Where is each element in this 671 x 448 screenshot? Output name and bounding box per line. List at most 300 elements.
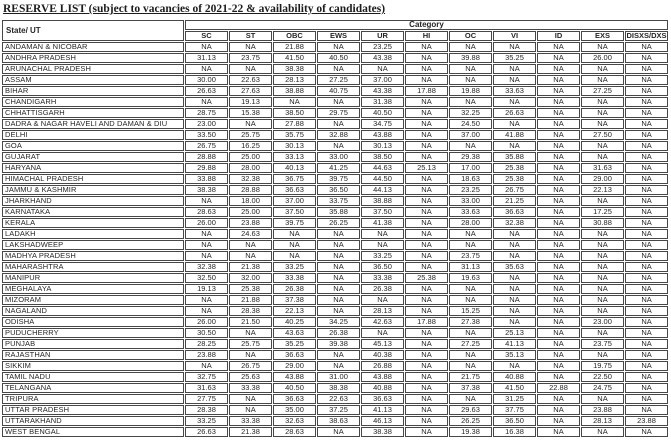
value-cell-vi: 31.25 bbox=[493, 394, 536, 404]
value-cell-ews: 39.75 bbox=[317, 174, 360, 184]
value-cell-ews: 38.63 bbox=[317, 416, 360, 426]
value-cell-disxs-dxs: NA bbox=[625, 328, 668, 338]
value-cell-oc: 18.63 bbox=[449, 174, 492, 184]
value-cell-ews: NA bbox=[317, 251, 360, 261]
value-cell-st: 23.75 bbox=[229, 53, 272, 63]
state-name: WEST BENGAL bbox=[2, 427, 184, 437]
state-name: HIMACHAL PRADESH bbox=[2, 174, 184, 184]
value-cell-exs: NA bbox=[581, 306, 624, 316]
value-cell-sc: 30.50 bbox=[185, 328, 228, 338]
value-cell-hi: 25.38 bbox=[405, 273, 448, 283]
value-cell-obc: 27.88 bbox=[273, 119, 316, 129]
value-cell-disxs-dxs: NA bbox=[625, 262, 668, 272]
value-cell-hi: NA bbox=[405, 240, 448, 250]
state-name: HARYANA bbox=[2, 163, 184, 173]
value-cell-disxs-dxs: NA bbox=[625, 97, 668, 107]
value-cell-id: NA bbox=[537, 152, 580, 162]
value-cell-vi: NA bbox=[493, 229, 536, 239]
value-cell-obc: 37.50 bbox=[273, 207, 316, 217]
value-cell-oc: 19.38 bbox=[449, 427, 492, 437]
value-cell-oc: 28.00 bbox=[449, 218, 492, 228]
value-cell-st: 26.75 bbox=[229, 361, 272, 371]
value-cell-ur: 37.50 bbox=[361, 207, 404, 217]
value-cell-disxs-dxs: NA bbox=[625, 174, 668, 184]
column-header-id: ID bbox=[537, 31, 580, 41]
value-cell-oc: 27.38 bbox=[449, 317, 492, 327]
value-cell-hi: NA bbox=[405, 427, 448, 437]
state-name: UTTAR PRADESH bbox=[2, 405, 184, 415]
value-cell-ur: 38.50 bbox=[361, 152, 404, 162]
table-row bbox=[2, 361, 668, 371]
reserve-list-table bbox=[1, 19, 669, 438]
value-cell-exs: NA bbox=[581, 240, 624, 250]
value-cell-hi: NA bbox=[405, 262, 448, 272]
value-cell-ur: 40.88 bbox=[361, 383, 404, 393]
value-cell-obc: 36.63 bbox=[273, 394, 316, 404]
state-name: PUDUCHERRY bbox=[2, 328, 184, 338]
value-cell-id: NA bbox=[537, 174, 580, 184]
value-cell-exs: NA bbox=[581, 350, 624, 360]
table-row bbox=[2, 273, 668, 283]
value-cell-disxs-dxs: NA bbox=[625, 427, 668, 437]
value-cell-hi: NA bbox=[405, 119, 448, 129]
value-cell-id: NA bbox=[537, 86, 580, 96]
value-cell-sc: NA bbox=[185, 361, 228, 371]
value-cell-ews: 29.75 bbox=[317, 108, 360, 118]
value-cell-vi: NA bbox=[493, 317, 536, 327]
value-cell-obc: 33.38 bbox=[273, 273, 316, 283]
value-cell-disxs-dxs: NA bbox=[625, 207, 668, 217]
value-cell-oc: NA bbox=[449, 42, 492, 52]
value-cell-id: NA bbox=[537, 75, 580, 85]
value-cell-ews: NA bbox=[317, 229, 360, 239]
value-cell-obc: 22.13 bbox=[273, 306, 316, 316]
value-cell-disxs-dxs: NA bbox=[625, 350, 668, 360]
value-cell-oc: 27.25 bbox=[449, 339, 492, 349]
value-cell-hi: NA bbox=[405, 218, 448, 228]
value-cell-st: 33.38 bbox=[229, 383, 272, 393]
state-name: TELANGANA bbox=[2, 383, 184, 393]
value-cell-exs: NA bbox=[581, 42, 624, 52]
value-cell-st: 25.75 bbox=[229, 130, 272, 140]
table-row bbox=[2, 108, 668, 118]
value-cell-hi: NA bbox=[405, 53, 448, 63]
table-row bbox=[2, 163, 668, 173]
state-ut-header: State/ UT bbox=[2, 20, 184, 41]
value-cell-ur: 40.50 bbox=[361, 108, 404, 118]
column-header-st: ST bbox=[229, 31, 272, 41]
table-row bbox=[2, 53, 668, 63]
value-cell-exs: 28.13 bbox=[581, 416, 624, 426]
table-row bbox=[2, 218, 668, 228]
value-cell-disxs-dxs: NA bbox=[625, 185, 668, 195]
table-row bbox=[2, 75, 668, 85]
value-cell-obc: 43.63 bbox=[273, 328, 316, 338]
value-cell-ur: 26.38 bbox=[361, 284, 404, 294]
value-cell-vi: NA bbox=[493, 273, 536, 283]
value-cell-obc: 36.75 bbox=[273, 174, 316, 184]
value-cell-obc: 43.88 bbox=[273, 372, 316, 382]
value-cell-sc: 26.00 bbox=[185, 218, 228, 228]
value-cell-vi: NA bbox=[493, 240, 536, 250]
state-name: RAJASTHAN bbox=[2, 350, 184, 360]
value-cell-oc: 39.88 bbox=[449, 53, 492, 63]
value-cell-oc: NA bbox=[449, 361, 492, 371]
value-cell-vi: NA bbox=[493, 119, 536, 129]
value-cell-st: NA bbox=[229, 394, 272, 404]
table-row bbox=[2, 130, 668, 140]
value-cell-obc: NA bbox=[273, 229, 316, 239]
value-cell-vi: NA bbox=[493, 64, 536, 74]
state-name: SIKKIM bbox=[2, 361, 184, 371]
value-cell-obc: 38.50 bbox=[273, 108, 316, 118]
table-row bbox=[2, 372, 668, 382]
value-cell-oc: 17.00 bbox=[449, 163, 492, 173]
value-cell-ur: 38.38 bbox=[361, 427, 404, 437]
value-cell-id: NA bbox=[537, 119, 580, 129]
value-cell-ews: NA bbox=[317, 306, 360, 316]
value-cell-exs: 30.88 bbox=[581, 218, 624, 228]
value-cell-exs: NA bbox=[581, 328, 624, 338]
value-cell-id: NA bbox=[537, 185, 580, 195]
value-cell-hi: NA bbox=[405, 295, 448, 305]
value-cell-id: NA bbox=[537, 42, 580, 52]
table-row bbox=[2, 262, 668, 272]
table-row bbox=[2, 350, 668, 360]
value-cell-ews: 39.38 bbox=[317, 339, 360, 349]
value-cell-ews: 26.25 bbox=[317, 218, 360, 228]
value-cell-st: NA bbox=[229, 119, 272, 129]
value-cell-vi: 25.13 bbox=[493, 328, 536, 338]
table-row bbox=[2, 152, 668, 162]
value-cell-st: 21.38 bbox=[229, 262, 272, 272]
value-cell-st: 16.25 bbox=[229, 141, 272, 151]
value-cell-disxs-dxs: NA bbox=[625, 141, 668, 151]
value-cell-ews: 34.25 bbox=[317, 317, 360, 327]
table-row bbox=[2, 328, 668, 338]
value-cell-ews: 40.50 bbox=[317, 53, 360, 63]
value-cell-exs: NA bbox=[581, 97, 624, 107]
value-cell-id: NA bbox=[537, 64, 580, 74]
value-cell-ews: 27.25 bbox=[317, 75, 360, 85]
value-cell-disxs-dxs: NA bbox=[625, 284, 668, 294]
value-cell-hi: NA bbox=[405, 350, 448, 360]
value-cell-id: NA bbox=[537, 306, 580, 316]
value-cell-disxs-dxs: NA bbox=[625, 295, 668, 305]
column-header-vi: VI bbox=[493, 31, 536, 41]
table-row bbox=[2, 196, 668, 206]
value-cell-exs: 19.75 bbox=[581, 361, 624, 371]
value-cell-hi: NA bbox=[405, 196, 448, 206]
value-cell-ur: 33.25 bbox=[361, 251, 404, 261]
value-cell-id: NA bbox=[537, 328, 580, 338]
value-cell-sc: 33.25 bbox=[185, 416, 228, 426]
value-cell-obc: 40.25 bbox=[273, 317, 316, 327]
value-cell-obc: NA bbox=[273, 97, 316, 107]
value-cell-vi: 40.88 bbox=[493, 372, 536, 382]
value-cell-sc: NA bbox=[185, 97, 228, 107]
value-cell-st: 28.38 bbox=[229, 306, 272, 316]
state-name: TRIPURA bbox=[2, 394, 184, 404]
table-body bbox=[2, 42, 668, 437]
value-cell-disxs-dxs: NA bbox=[625, 42, 668, 52]
value-cell-st: 25.63 bbox=[229, 372, 272, 382]
value-cell-st: NA bbox=[229, 240, 272, 250]
table-row bbox=[2, 185, 668, 195]
value-cell-oc: 37.00 bbox=[449, 130, 492, 140]
value-cell-obc: 37.00 bbox=[273, 196, 316, 206]
value-cell-ur: 43.88 bbox=[361, 130, 404, 140]
value-cell-hi: NA bbox=[405, 229, 448, 239]
table-row bbox=[2, 240, 668, 250]
value-cell-exs: NA bbox=[581, 196, 624, 206]
state-name: KERALA bbox=[2, 218, 184, 228]
state-name: LAKSHADWEEP bbox=[2, 240, 184, 250]
state-name: KARNATAKA bbox=[2, 207, 184, 217]
value-cell-ur: 46.13 bbox=[361, 416, 404, 426]
value-cell-id: NA bbox=[537, 394, 580, 404]
value-cell-oc: NA bbox=[449, 64, 492, 74]
value-cell-ews: 40.75 bbox=[317, 86, 360, 96]
value-cell-id: NA bbox=[537, 372, 580, 382]
value-cell-vi: 25.38 bbox=[493, 174, 536, 184]
value-cell-st: 25.00 bbox=[229, 207, 272, 217]
value-cell-exs: NA bbox=[581, 273, 624, 283]
value-cell-st: 15.38 bbox=[229, 108, 272, 118]
state-name: ASSAM bbox=[2, 75, 184, 85]
value-cell-oc: 23.75 bbox=[449, 251, 492, 261]
value-cell-oc: 21.75 bbox=[449, 372, 492, 382]
value-cell-hi: NA bbox=[405, 306, 448, 316]
table-row bbox=[2, 207, 668, 217]
value-cell-id: NA bbox=[537, 97, 580, 107]
value-cell-obc: 35.75 bbox=[273, 130, 316, 140]
table-row bbox=[2, 383, 668, 393]
value-cell-id: NA bbox=[537, 350, 580, 360]
value-cell-vi: 35.63 bbox=[493, 262, 536, 272]
table-row bbox=[2, 141, 668, 151]
value-cell-obc: 32.63 bbox=[273, 416, 316, 426]
column-header-disxs-dxs: DISXS/DXS bbox=[626, 31, 667, 40]
value-cell-exs: 23.88 bbox=[581, 405, 624, 415]
value-cell-vi: 36.50 bbox=[493, 416, 536, 426]
value-cell-sc: NA bbox=[185, 306, 228, 316]
table-row bbox=[2, 64, 668, 74]
value-cell-vi: 36.63 bbox=[493, 207, 536, 217]
table-row bbox=[2, 174, 668, 184]
value-cell-st: 18.00 bbox=[229, 196, 272, 206]
value-cell-exs: NA bbox=[581, 141, 624, 151]
column-header-sc: SC bbox=[185, 31, 228, 41]
value-cell-obc: 29.00 bbox=[273, 361, 316, 371]
value-cell-disxs-dxs: NA bbox=[625, 75, 668, 85]
value-cell-ur: 43.38 bbox=[361, 86, 404, 96]
value-cell-st: 32.38 bbox=[229, 174, 272, 184]
value-cell-ur: 36.50 bbox=[361, 262, 404, 272]
value-cell-id: NA bbox=[537, 295, 580, 305]
value-cell-sc: 32.38 bbox=[185, 262, 228, 272]
value-cell-ews: NA bbox=[317, 240, 360, 250]
column-header-obc: OBC bbox=[273, 31, 316, 41]
value-cell-id: 22.88 bbox=[537, 383, 580, 393]
value-cell-ur: 43.88 bbox=[361, 372, 404, 382]
value-cell-obc: 37.38 bbox=[273, 295, 316, 305]
value-cell-ur: 36.63 bbox=[361, 394, 404, 404]
value-cell-vi: 26.63 bbox=[493, 108, 536, 118]
value-cell-hi: NA bbox=[405, 141, 448, 151]
value-cell-hi: NA bbox=[405, 185, 448, 195]
value-cell-sc: 30.00 bbox=[185, 75, 228, 85]
value-cell-id: NA bbox=[537, 262, 580, 272]
value-cell-ur: 45.13 bbox=[361, 339, 404, 349]
value-cell-vi: NA bbox=[493, 295, 536, 305]
value-cell-ur: 41.38 bbox=[361, 218, 404, 228]
value-cell-st: 28.88 bbox=[229, 185, 272, 195]
value-cell-id: NA bbox=[537, 405, 580, 415]
value-cell-hi: NA bbox=[405, 108, 448, 118]
value-cell-oc: 31.13 bbox=[449, 262, 492, 272]
state-name: MIZORAM bbox=[2, 295, 184, 305]
value-cell-exs: NA bbox=[581, 75, 624, 85]
value-cell-ews: 41.25 bbox=[317, 163, 360, 173]
value-cell-hi: NA bbox=[405, 394, 448, 404]
value-cell-disxs-dxs: NA bbox=[625, 240, 668, 250]
table-row bbox=[2, 306, 668, 316]
value-cell-obc: 30.13 bbox=[273, 141, 316, 151]
table-row bbox=[2, 339, 668, 349]
value-cell-obc: 36.63 bbox=[273, 185, 316, 195]
value-cell-sc: NA bbox=[185, 64, 228, 74]
value-cell-oc: NA bbox=[449, 350, 492, 360]
value-cell-hi: NA bbox=[405, 174, 448, 184]
value-cell-vi: 35.88 bbox=[493, 152, 536, 162]
table-row bbox=[2, 119, 668, 129]
value-cell-disxs-dxs: NA bbox=[625, 108, 668, 118]
value-cell-ews: NA bbox=[317, 64, 360, 74]
table-row bbox=[2, 405, 668, 415]
value-cell-oc: 29.63 bbox=[449, 405, 492, 415]
value-cell-exs: 23.75 bbox=[581, 339, 624, 349]
value-cell-id: NA bbox=[537, 251, 580, 261]
value-cell-st: NA bbox=[229, 405, 272, 415]
value-cell-vi: 32.38 bbox=[493, 218, 536, 228]
table-row bbox=[2, 416, 668, 426]
value-cell-vi: 35.25 bbox=[493, 53, 536, 63]
value-cell-oc: 24.50 bbox=[449, 119, 492, 129]
state-name: MANIPUR bbox=[2, 273, 184, 283]
value-cell-ur: 40.38 bbox=[361, 350, 404, 360]
state-name: CHHATTISGARH bbox=[2, 108, 184, 118]
table-row bbox=[2, 251, 668, 261]
value-cell-sc: NA bbox=[185, 42, 228, 52]
value-cell-oc: 26.25 bbox=[449, 416, 492, 426]
value-cell-vi: 21.25 bbox=[493, 196, 536, 206]
value-cell-ur: 37.00 bbox=[361, 75, 404, 85]
value-cell-obc: 33.13 bbox=[273, 152, 316, 162]
value-cell-disxs-dxs: NA bbox=[625, 152, 668, 162]
value-cell-sc: 29.88 bbox=[185, 163, 228, 173]
value-cell-obc: 40.13 bbox=[273, 163, 316, 173]
value-cell-ur: 34.75 bbox=[361, 119, 404, 129]
value-cell-exs: NA bbox=[581, 262, 624, 272]
value-cell-disxs-dxs: NA bbox=[625, 218, 668, 228]
value-cell-oc: NA bbox=[449, 394, 492, 404]
value-cell-sc: NA bbox=[185, 295, 228, 305]
value-cell-ur: NA bbox=[361, 295, 404, 305]
value-cell-oc: 29.38 bbox=[449, 152, 492, 162]
value-cell-exs: NA bbox=[581, 251, 624, 261]
value-cell-vi: NA bbox=[493, 141, 536, 151]
state-name: JHARKHAND bbox=[2, 196, 184, 206]
value-cell-id: NA bbox=[537, 53, 580, 63]
value-cell-disxs-dxs: NA bbox=[625, 229, 668, 239]
value-cell-vi: 35.13 bbox=[493, 350, 536, 360]
value-cell-exs: 29.00 bbox=[581, 174, 624, 184]
value-cell-st: 21.38 bbox=[229, 427, 272, 437]
value-cell-st: 32.00 bbox=[229, 273, 272, 283]
value-cell-vi: NA bbox=[493, 97, 536, 107]
value-cell-ews: NA bbox=[317, 141, 360, 151]
value-cell-hi: NA bbox=[405, 152, 448, 162]
value-cell-sc: 32.50 bbox=[185, 273, 228, 283]
value-cell-disxs-dxs: 23.88 bbox=[625, 416, 668, 426]
value-cell-ur: NA bbox=[361, 229, 404, 239]
value-cell-ews: NA bbox=[317, 262, 360, 272]
value-cell-obc: NA bbox=[273, 251, 316, 261]
value-cell-id: NA bbox=[537, 240, 580, 250]
value-cell-ews: NA bbox=[317, 273, 360, 283]
table-row bbox=[2, 284, 668, 294]
state-name: LADAKH bbox=[2, 229, 184, 239]
value-cell-vi: NA bbox=[493, 75, 536, 85]
value-cell-hi: NA bbox=[405, 416, 448, 426]
value-cell-hi: NA bbox=[405, 64, 448, 74]
value-cell-st: 21.88 bbox=[229, 295, 272, 305]
value-cell-oc: NA bbox=[449, 75, 492, 85]
value-cell-oc: 19.63 bbox=[449, 273, 492, 283]
value-cell-exs: NA bbox=[581, 229, 624, 239]
value-cell-exs: NA bbox=[581, 295, 624, 305]
value-cell-vi: NA bbox=[493, 251, 536, 261]
value-cell-vi: 41.13 bbox=[493, 339, 536, 349]
value-cell-oc: 32.25 bbox=[449, 108, 492, 118]
table-row bbox=[2, 42, 668, 52]
value-cell-ews: 33.75 bbox=[317, 196, 360, 206]
value-cell-obc: 38.88 bbox=[273, 86, 316, 96]
value-cell-st: 23.88 bbox=[229, 218, 272, 228]
value-cell-vi: 25.38 bbox=[493, 163, 536, 173]
value-cell-vi: 41.88 bbox=[493, 130, 536, 140]
value-cell-obc: 26.38 bbox=[273, 284, 316, 294]
value-cell-vi: NA bbox=[493, 284, 536, 294]
state-name: MADHYA PRADESH bbox=[2, 251, 184, 261]
value-cell-ews: NA bbox=[317, 361, 360, 371]
value-cell-vi: NA bbox=[493, 361, 536, 371]
value-cell-st: 19.13 bbox=[229, 97, 272, 107]
value-cell-ur: 43.38 bbox=[361, 53, 404, 63]
value-cell-oc: NA bbox=[449, 295, 492, 305]
value-cell-sc: NA bbox=[185, 196, 228, 206]
value-cell-sc: 31.13 bbox=[185, 53, 228, 63]
value-cell-st: 25.00 bbox=[229, 152, 272, 162]
table-row bbox=[2, 427, 668, 437]
value-cell-sc: 33.50 bbox=[185, 130, 228, 140]
table-row bbox=[2, 229, 668, 239]
value-cell-ews: NA bbox=[317, 350, 360, 360]
value-cell-oc: 33.00 bbox=[449, 196, 492, 206]
value-cell-obc: 28.63 bbox=[273, 427, 316, 437]
value-cell-disxs-dxs: NA bbox=[625, 119, 668, 129]
